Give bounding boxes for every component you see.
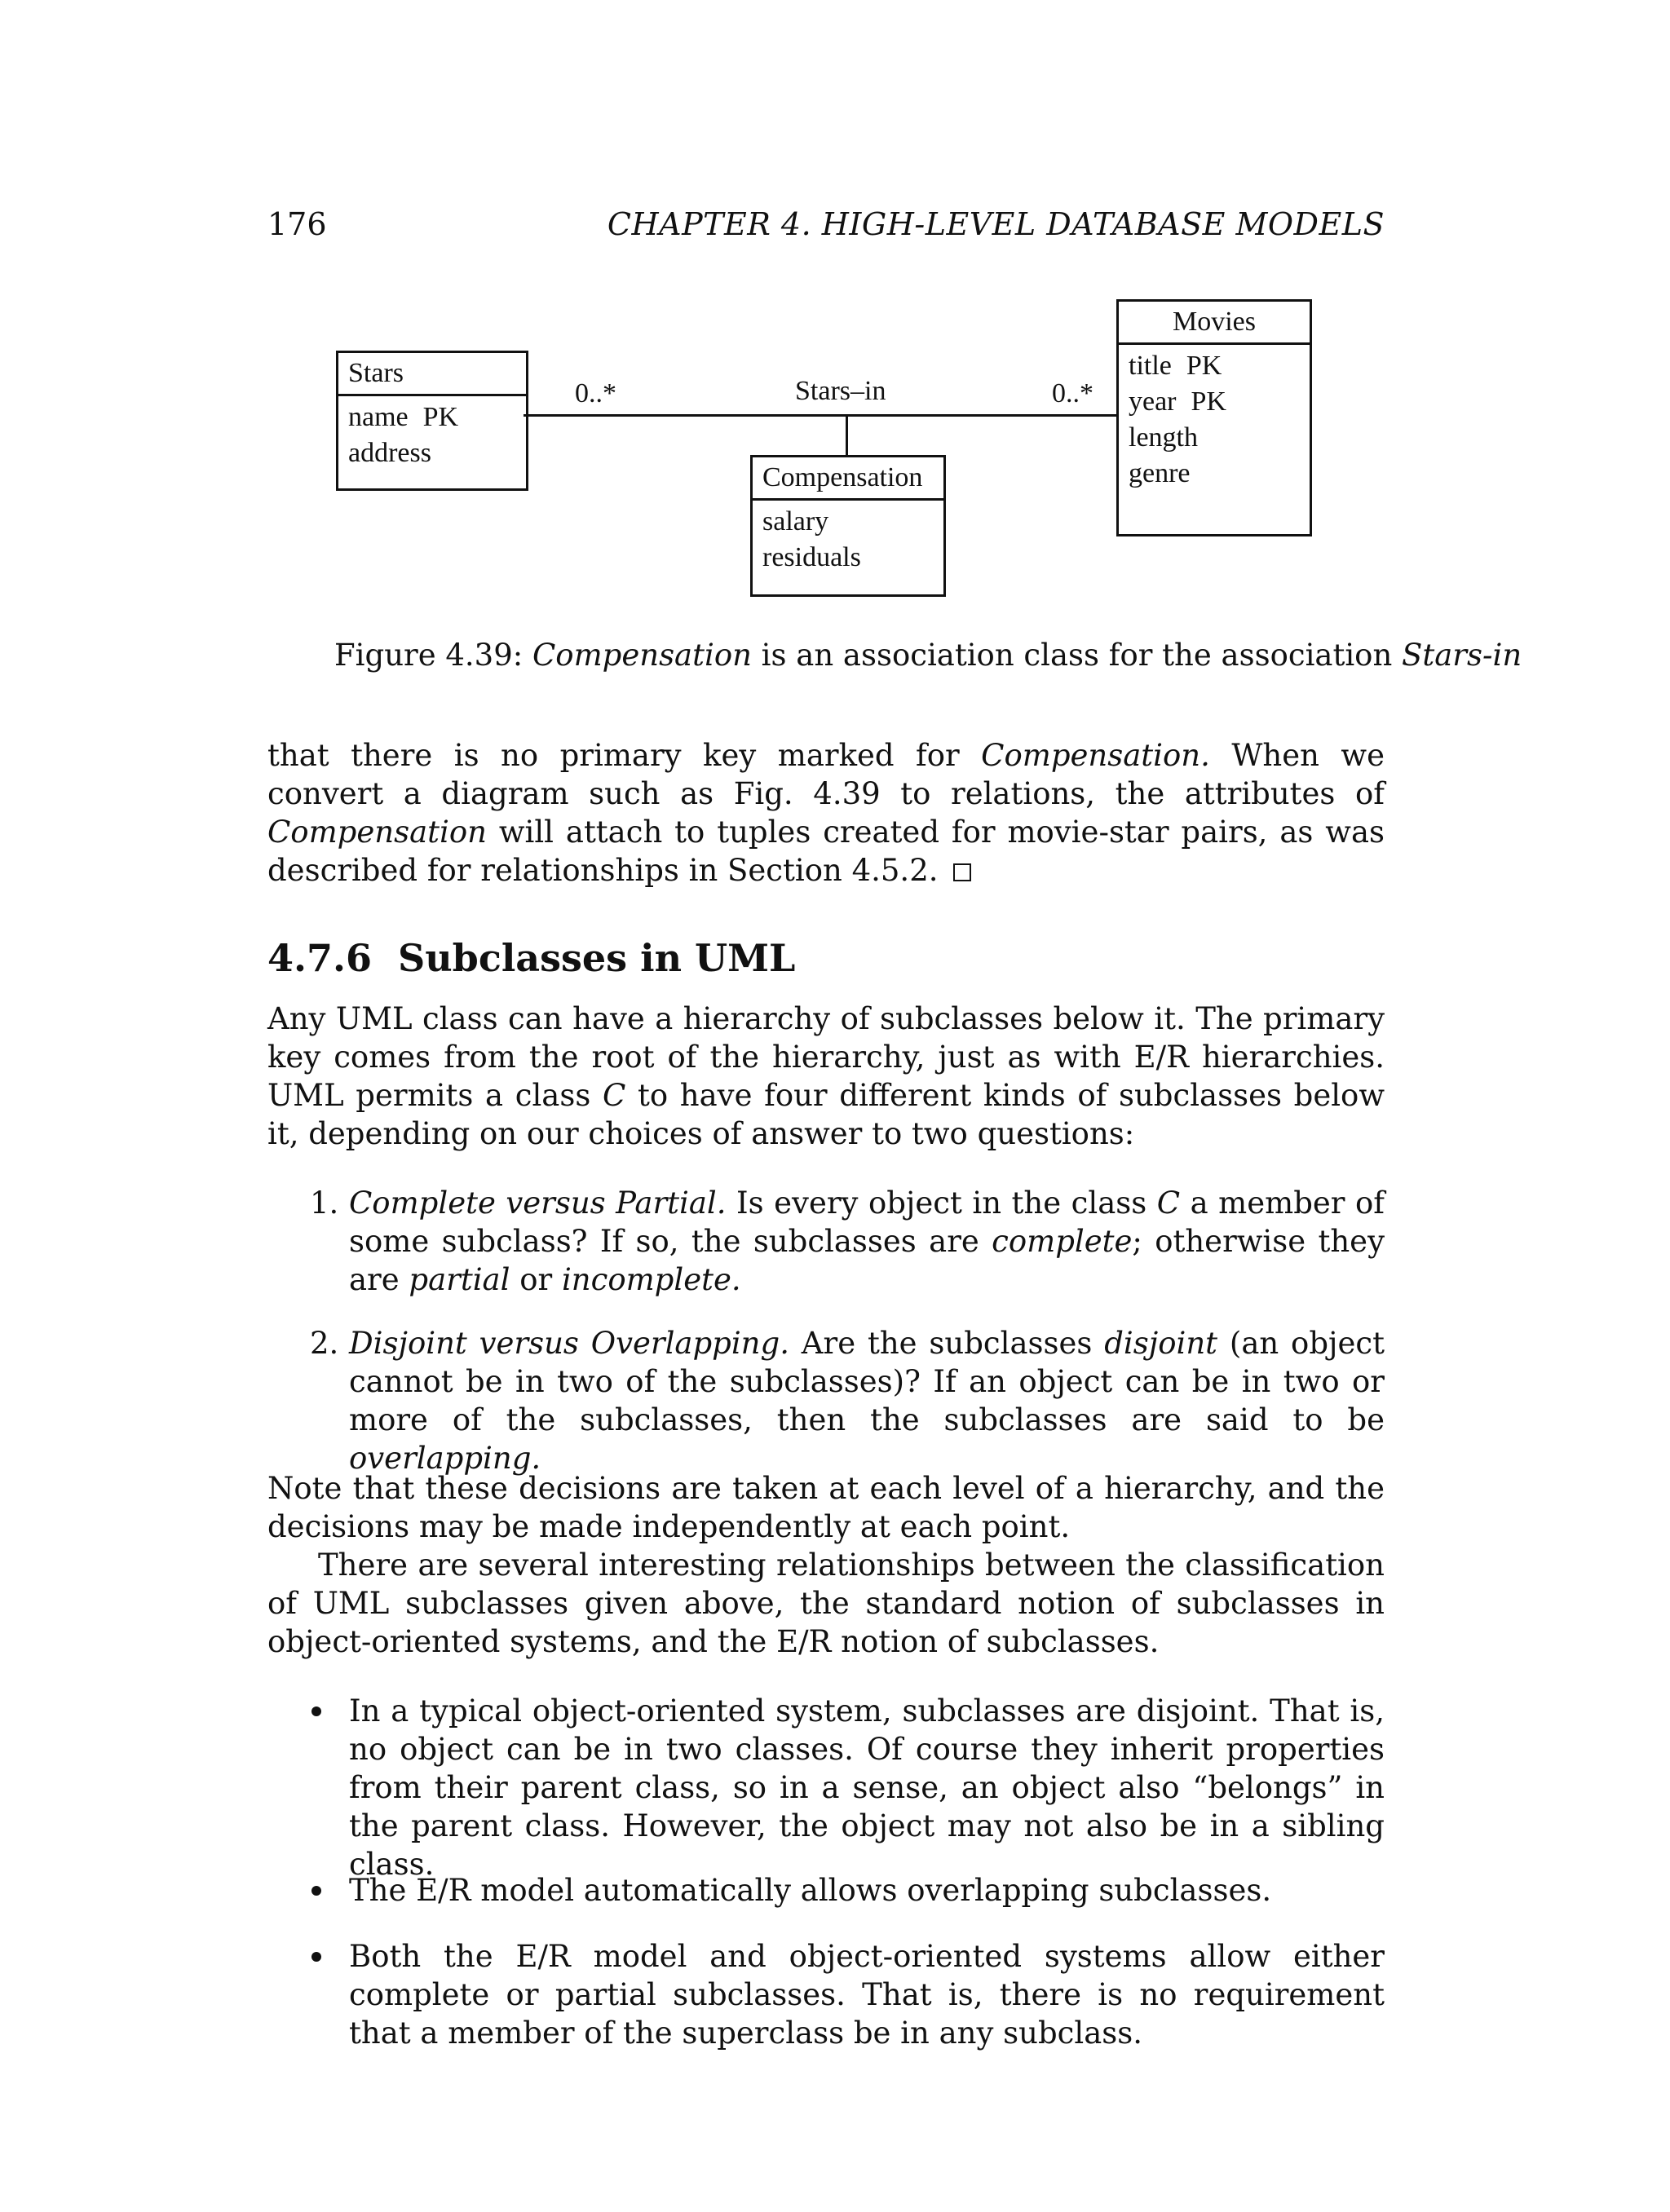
bullet-text: Both the E/R model and object-oriented systems allow either complete or partial subclasses. That is, there is no requirement that a member of the superclass be in any subclass.: [349, 1939, 1385, 2051]
attribute: salary: [762, 506, 829, 536]
list-item-text: Complete versus Partial. Is every object in the class C a member of some subclass? If so, the subclasses are complete; otherwise they are partial or incomplete.: [349, 1185, 1385, 1297]
class-movies: [1116, 299, 1312, 536]
page-header: [267, 206, 1385, 247]
class-stars-name: Stars: [338, 353, 526, 396]
bullet-icon: [311, 1952, 321, 1962]
bullet-text: The E/R model automatically allows overlapping subclasses.: [349, 1873, 1272, 1908]
paragraph: Any UML class can have a hierarchy of subclasses below it. The primary key comes from the root of the hierarchy, just as with E/R hierarchies. UML permits a class C to have four different kinds of subclasses below it, depending on our choices of answer to two questions:: [267, 1001, 1385, 1151]
association-label: Stars–in: [795, 376, 886, 406]
paragraph: that there is no primary key marked for Compensation. When we convert a diagram such as Fig. 4.39 to relations, the attributes of Compensation will attach to tuples created for movie-star pairs, as was described for relationships in Section 4.5.2.: [267, 738, 1385, 888]
attribute: title PK: [1129, 351, 1222, 381]
attribute: residuals: [762, 542, 861, 572]
class-compensation-name: Compensation: [753, 457, 943, 501]
bullet-item: [267, 1692, 1385, 1882]
class-movies-attributes: [1119, 345, 1310, 495]
list-number: 1.: [310, 1185, 339, 1221]
list-item: [267, 1324, 1385, 1476]
list-number: 2.: [310, 1326, 339, 1361]
running-head: CHAPTER 4. HIGH-LEVEL DATABASE MODELS: [607, 206, 1385, 242]
list-item: [267, 1184, 1385, 1306]
association-line: [524, 414, 1116, 417]
list-item-text: Disjoint versus Overlapping. Are the subclasses disjoint (an object cannot be in two of the subclasses)? If an object can be in two or more of the subclasses, then the subclasses are said to be overlapping.: [349, 1326, 1385, 1476]
right-multiplicity: 0..*: [1052, 378, 1093, 408]
attribute: address: [348, 438, 431, 468]
attribute: year PK: [1129, 386, 1226, 417]
page-number: 176: [267, 206, 327, 242]
figure-caption: Figure 4.39: Compensation is an association class for the association Stars-in: [334, 638, 1522, 673]
class-movies-name: Movies: [1119, 302, 1310, 345]
attribute: genre: [1129, 458, 1191, 488]
class-stars-attributes: [338, 396, 526, 475]
bullet-icon: [311, 1706, 321, 1716]
paragraph: There are several interesting relationships between the classification of UML subclasses given above, the standard notion of subclasses in object-oriented systems, and the E/R notion of subclasses.: [267, 1548, 1385, 1659]
section-number: 4.7.6: [267, 936, 373, 980]
paragraph: Note that these decisions are taken at each level of a hierarchy, and the decisions may be made independently at each point.: [267, 1471, 1385, 1544]
bullet-text: In a typical object-oriented system, subclasses are disjoint. That is, no object can be in two classes. Of course they inherit properties from their parent class, so in a sense, an object also “belongs” in the parent class. However, the object may not also be in a sibling class.: [349, 1693, 1385, 1882]
class-compensation-attributes: [753, 501, 943, 579]
attribute: length: [1129, 422, 1198, 453]
bullet-item: [267, 1937, 1385, 2060]
attribute: name PK: [348, 402, 459, 432]
class-stars: [336, 351, 528, 491]
left-multiplicity: 0..*: [575, 378, 616, 408]
end-of-example-icon: [953, 863, 971, 881]
section-title: Subclasses in UML: [398, 936, 796, 980]
bullet-item: [267, 1871, 1385, 1912]
class-compensation: [750, 455, 946, 597]
section-heading: [267, 936, 795, 980]
bullet-icon: [311, 1886, 321, 1896]
association-class-connector: [846, 414, 848, 458]
